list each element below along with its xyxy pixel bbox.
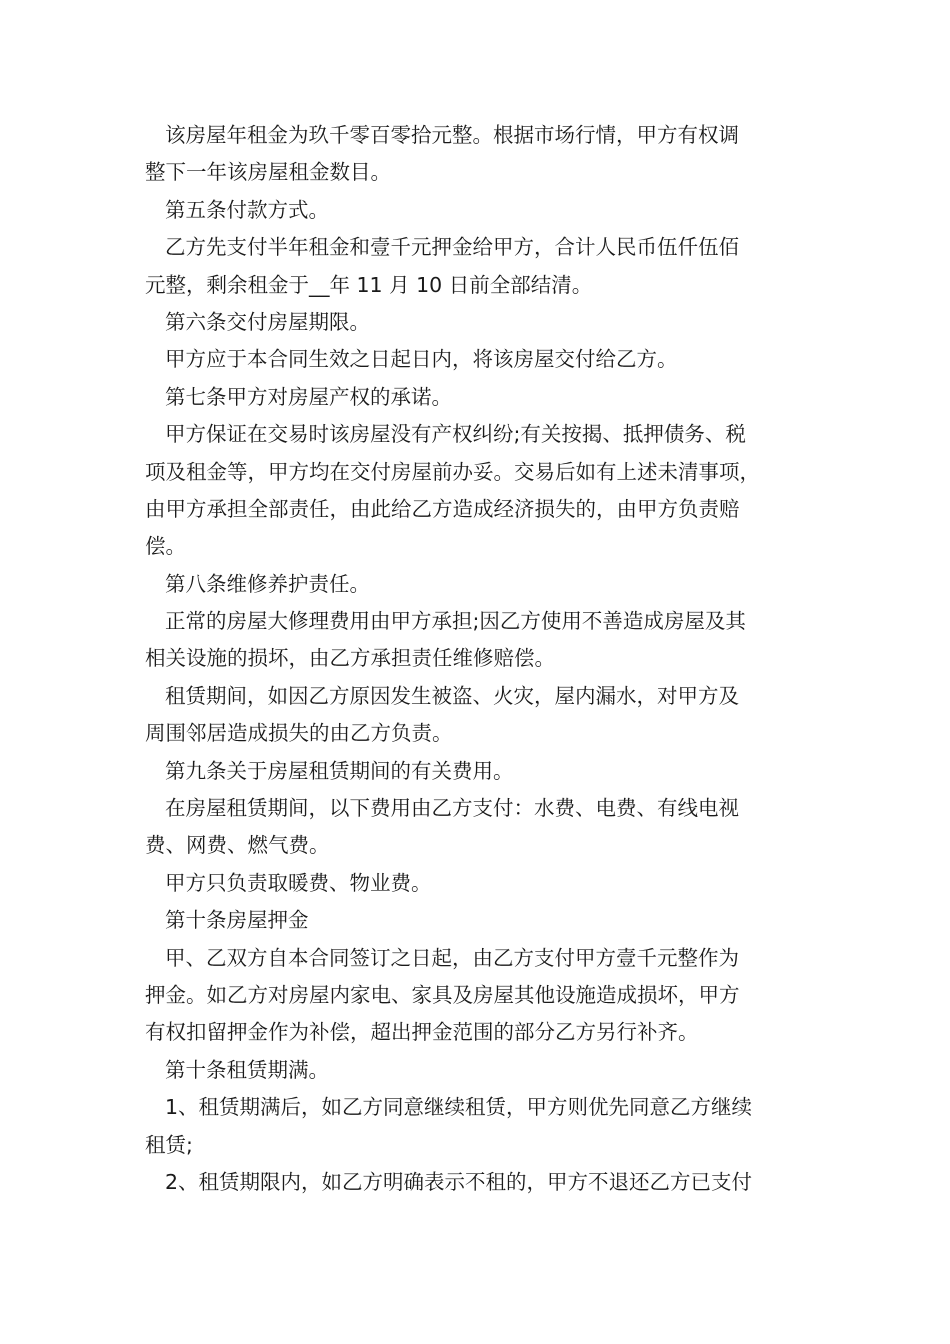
text-line: 第六条交付房屋期限。 [165,309,370,334]
text-line: 由甲方承担全部责任，由此给乙方造成经济损失的，由甲方负责赔 [145,496,740,521]
paragraph-payment [145,229,810,304]
text-line: 甲方应于本合同生效之日起日内，将该房屋交付给乙方。 [165,347,678,372]
heading-article-10 [145,902,810,939]
text-line: 正常的房屋大修理费用由甲方承担;因乙方使用不善造成房屋及其 [165,609,746,634]
list-item-1 [145,1089,810,1164]
text-line: 租赁; [145,1132,193,1157]
heading-article-6 [145,304,810,341]
text-line: 第七条甲方对房屋产权的承诺。 [165,384,452,409]
text-line: 在房屋租赁期间，以下费用由乙方支付：水费、电费、有线电视 [165,796,739,821]
text-line: 乙方先支付半年租金和壹千元押金给甲方，合计人民币伍仟伍佰 [165,235,739,260]
text-line: 第十条租赁期满。 [165,1057,329,1082]
text-line: 甲方保证在交易时该房屋没有产权纠纷;有关按揭、抵押债务、税 [165,422,746,447]
text-line: 整下一年该房屋租金数目。 [145,160,391,185]
heading-article-8 [145,566,810,603]
heading-article-5 [145,192,810,229]
text-line: 1、租赁期满后，如乙方同意继续租赁，甲方则优先同意乙方继续 [165,1095,753,1120]
text-line: 有权扣留押金作为补偿，超出押金范围的部分乙方另行补齐。 [145,1020,699,1045]
text-line: 甲方只负责取暖费、物业费。 [165,870,432,895]
text-line: 押金。如乙方对房屋内家电、家具及房屋其他设施造成损坏，甲方 [145,982,740,1007]
document-body [145,117,810,1201]
text-line: 该房屋年租金为玖千零百零拾元整。根据市场行情，甲方有权调 [165,123,739,147]
paragraph-delivery [145,341,810,378]
heading-article-7 [145,379,810,416]
paragraph-tenant-fees [145,790,810,865]
text-line: 第十条房屋押金 [165,908,309,933]
text-line: 项及租金等，甲方均在交付房屋前办妥。交易后如有上述未清事项， [145,459,760,484]
text-line: 第八条维修养护责任。 [165,571,370,596]
text-line: 第九条关于房屋租赁期间的有关费用。 [165,758,514,783]
text-line: 偿。 [145,534,186,559]
text-line: 甲、乙双方自本合同签订之日起，由乙方支付甲方壹千元整作为 [165,945,739,970]
text-line: 第五条付款方式。 [165,197,329,222]
heading-article-9 [145,753,810,790]
text-line: 相关设施的损坏，由乙方承担责任维修赔偿。 [145,646,555,671]
text-line: 2、租赁期限内，如乙方明确表示不租的，甲方不退还乙方已支付 [165,1169,753,1194]
paragraph-deposit [145,940,810,1052]
paragraph-damage-liability [145,678,810,753]
paragraph-repair [145,603,810,678]
list-item-2 [145,1164,810,1201]
paragraph-rent-amount [145,117,810,192]
paragraph-property-rights [145,416,810,566]
text-line: 元整，剩余租金于__年 11 月 10 日前全部结清。 [145,272,593,297]
paragraph-landlord-fees [145,865,810,902]
heading-lease-expiry [145,1052,810,1089]
text-line: 周围邻居造成损失的由乙方负责。 [145,721,453,746]
text-line: 费、网费、燃气费。 [145,833,330,858]
text-line: 租赁期间，如因乙方原因发生被盗、火灾，屋内漏水，对甲方及 [165,683,739,708]
